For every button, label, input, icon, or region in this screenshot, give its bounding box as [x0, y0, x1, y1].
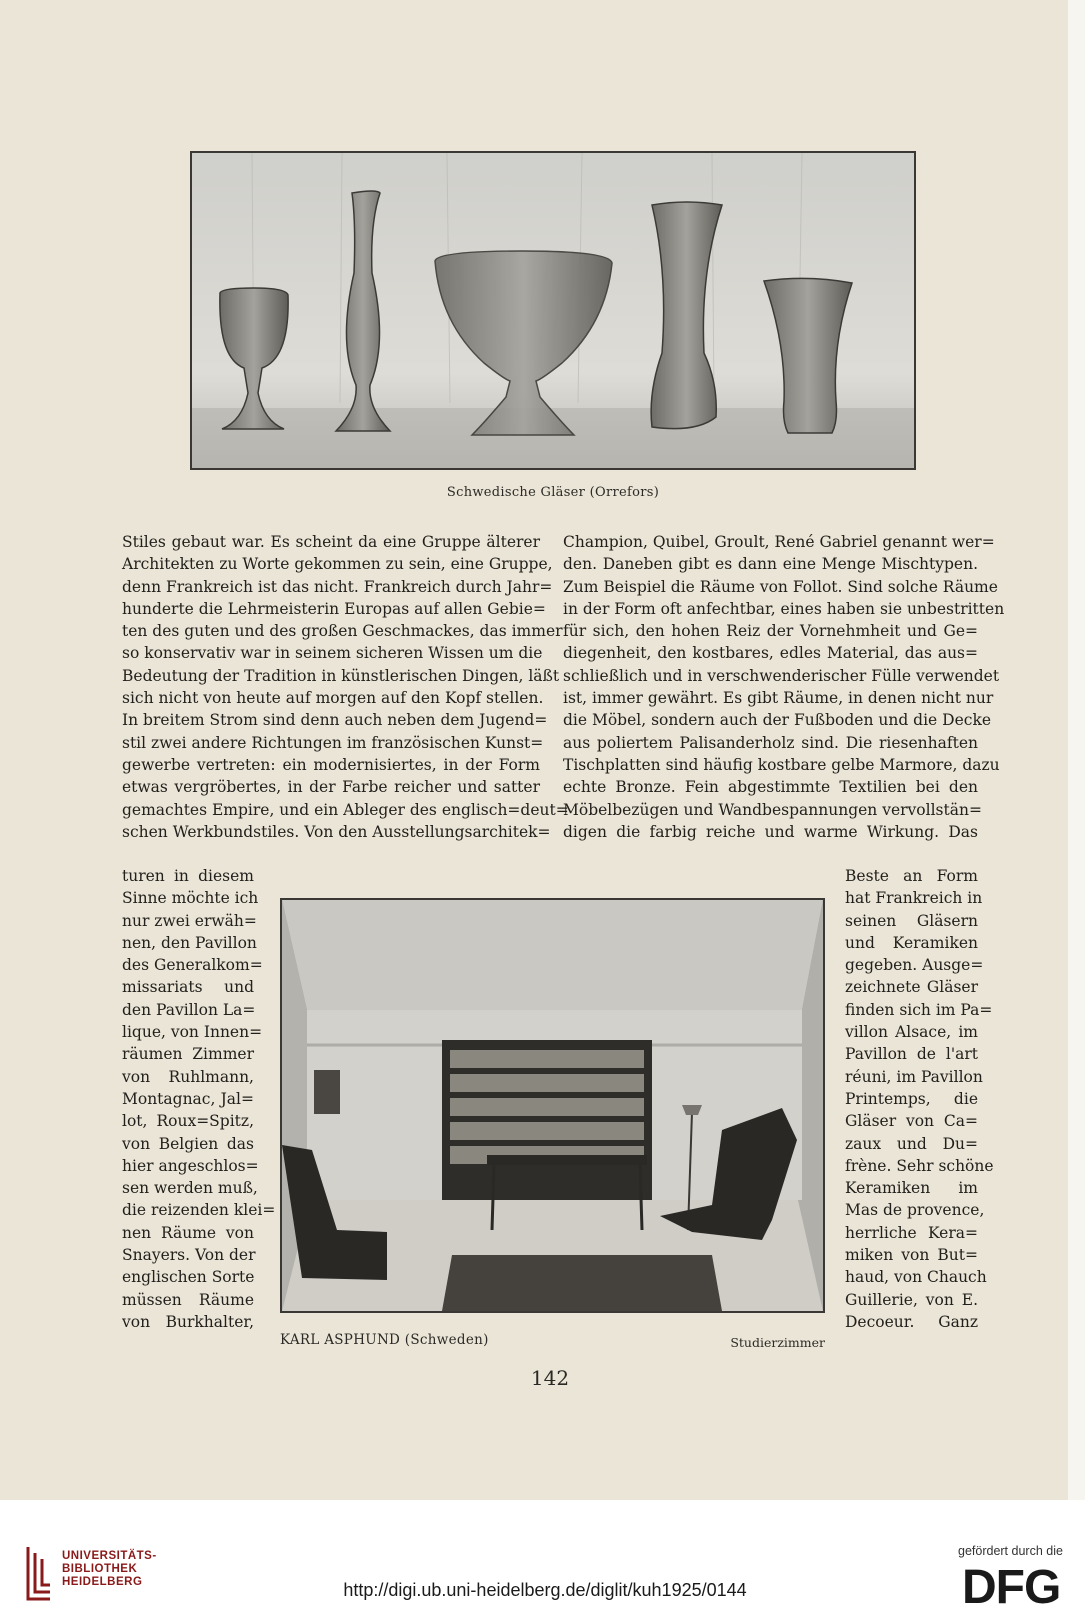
text-line: ten des guten und des großen Geschmackes, das immer: [122, 622, 563, 641]
text-line: für sich, den hohen Reiz der Vornehmheit und Ge=: [563, 622, 978, 641]
text-line: sen werden muß,: [122, 1179, 258, 1198]
text-line: in der Form oft anfechtbar, eines haben sie unbestritten: [563, 599, 1005, 618]
text-line: Decoeur. Ganz: [845, 1312, 978, 1331]
library-name: [62, 1550, 157, 1589]
text-line: Printemps, die: [845, 1089, 978, 1108]
text-line: von Belgien das: [122, 1134, 254, 1153]
text-line: Gläser von Ca=: [845, 1112, 978, 1131]
source-url-link[interactable]: http://digi.ub.uni-heidelberg.de/diglit/kuh1925/0144: [343, 1580, 747, 1600]
text-line: hier angeschlos=: [122, 1156, 259, 1175]
text-line: räumen Zimmer: [122, 1045, 254, 1064]
text-line: schließlich und in verschwenderischer Fülle verwendet: [563, 666, 1000, 685]
library-line: BIBLIOTHEK: [62, 1563, 138, 1575]
text-line: nur zwei erwäh=: [122, 911, 257, 930]
text-line: die Möbel, sondern auch der Fußboden und die Decke: [563, 711, 992, 730]
glass-photo-caption: Schwedische Gläser (Orrefors): [446, 485, 660, 500]
funding-note: gefördert durch die: [958, 1544, 1063, 1558]
text-line: Pavillon de l'art: [845, 1045, 978, 1064]
text-line: finden sich im Pa=: [845, 1000, 993, 1019]
text-line: Zum Beispiel die Räume von Follot. Sind solche Räume: [563, 577, 998, 596]
university-library-logo-icon: [24, 1543, 54, 1603]
text-line: von Ruhlmann,: [122, 1067, 254, 1086]
text-line: zaux und Du=: [845, 1134, 978, 1153]
text-line: seinen Gläsern: [845, 911, 978, 930]
text-line: Guillerie, von E.: [845, 1290, 978, 1309]
text-line: nen, den Pavillon: [122, 933, 257, 952]
room-photo-title: Studierzimmer: [730, 1335, 825, 1350]
text-line: den Pavillon La=: [122, 1000, 256, 1019]
text-line: réuni, im Pavillon: [845, 1067, 983, 1086]
text-line: diegenheit, den kostbares, edles Material, das aus=: [563, 644, 978, 663]
page-number: 142: [530, 1366, 570, 1390]
text-line: hunderte die Lehrmeisterin Europas auf allen Gebie=: [122, 599, 546, 618]
narrow-left-text: [122, 865, 276, 1333]
text-line: lique, von Innen=: [122, 1023, 263, 1042]
text-line: sich nicht von heute auf morgen auf den Kopf stellen.: [122, 689, 544, 708]
text-line: englischen Sorte: [122, 1268, 255, 1287]
text-line: müssen Räume: [122, 1290, 254, 1309]
text-line: aus poliertem Palisanderholz sind. Die riesenhaften: [563, 733, 978, 752]
text-line: digen die farbig reiche und warme Wirkung. Das: [563, 822, 978, 841]
study-room-photo: [280, 898, 825, 1313]
library-line: HEIDELBERG: [62, 1576, 143, 1588]
text-line: Sinne möchte ich: [122, 889, 259, 908]
text-line: ist, immer gewährt. Es gibt Räume, in denen nicht nur: [563, 689, 994, 708]
text-line: turen in diesem: [122, 867, 254, 885]
text-line: Snayers. Von der: [122, 1246, 256, 1265]
text-line: schen Werkbundstiles. Von den Ausstellungsarchitek=: [122, 822, 551, 841]
text-line: Keramiken im: [845, 1179, 978, 1198]
text-line: und Keramiken: [845, 933, 978, 952]
text-line: gewerbe vertreten: ein modernisiertes, in der Form: [122, 755, 540, 774]
text-line: des Generalkom=: [122, 956, 263, 975]
dfg-logo: DFG: [962, 1561, 1061, 1614]
text-line: lot, Roux=Spitz,: [122, 1112, 254, 1131]
narrow-right-text: [845, 865, 994, 1333]
text-line: den. Daneben gibt es dann eine Menge Mischtypen.: [563, 555, 978, 574]
text-line: Möbelbezügen und Wandbespannungen vervollstän=: [563, 800, 982, 819]
text-line: so konservativ war in seinem sicheren Wissen um die: [122, 644, 543, 663]
text-line: frène. Sehr schöne: [845, 1156, 994, 1175]
text-line: gemachtes Empire, und ein Ableger des englisch=deut=: [122, 800, 569, 819]
text-line: von Burkhalter,: [122, 1312, 254, 1331]
left-column-text: [122, 531, 569, 843]
glass-vases-photo: [190, 151, 916, 470]
text-line: Tischplatten sind häufig kostbare gelbe Marmore, dazu: [563, 755, 1000, 774]
text-line: Stiles gebaut war. Es scheint da eine Gruppe älterer: [122, 533, 540, 551]
text-line: zeichnete Gläser: [845, 978, 978, 997]
text-line: stil zwei andere Richtungen im französischen Kunst=: [122, 733, 544, 752]
text-line: echte Bronze. Fein abgestimmte Textilien bei den: [563, 778, 978, 797]
text-line: In breitem Strom sind denn auch neben dem Jugend=: [122, 711, 548, 730]
text-line: nen Räume von: [122, 1223, 254, 1242]
text-line: Bedeutung der Tradition in künstlerischen Dingen, läßt: [122, 666, 560, 685]
library-line: UNIVERSITÄTS-: [62, 1550, 157, 1562]
room-photo-credit: KARL ASPHUND (Schweden): [280, 1332, 489, 1348]
text-line: hat Frankreich in: [845, 889, 983, 908]
text-line: Montagnac, Jal=: [122, 1089, 254, 1108]
text-line: etwas vergröbertes, in der Farbe reicher und satter: [122, 778, 540, 797]
text-line: Champion, Quibel, Groult, René Gabriel genannt wer=: [563, 533, 995, 551]
text-line: villon Alsace, im: [845, 1023, 978, 1042]
text-line: gegeben. Ausge=: [845, 956, 984, 975]
right-column-text: [563, 531, 1005, 843]
text-line: denn Frankreich ist das nicht. Frankreich durch Jahr=: [122, 577, 553, 596]
text-line: haud, von Chauch: [845, 1268, 987, 1287]
text-line: Architekten zu Worte gekommen zu sein, eine Gruppe,: [122, 555, 553, 574]
text-line: die reizenden klei=: [122, 1201, 276, 1220]
text-line: Beste an Form: [845, 867, 978, 885]
page-edge: [1068, 0, 1085, 1500]
text-line: missariats und: [122, 978, 254, 997]
text-line: miken von But=: [845, 1246, 978, 1265]
text-line: Mas de provence,: [845, 1201, 985, 1220]
text-line: herrliche Kera=: [845, 1223, 978, 1242]
